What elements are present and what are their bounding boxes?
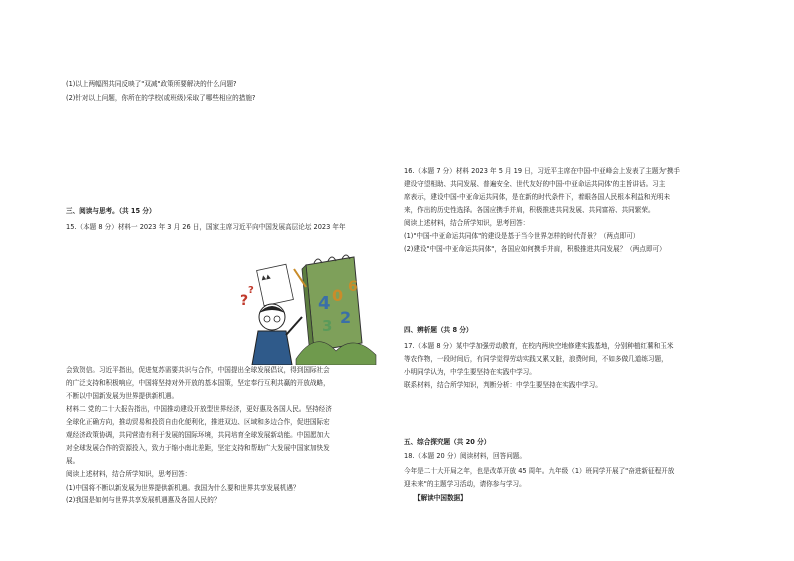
prev-question-2: (2)针对以上问题，你所在的学校(或班级)采取了哪些相应的措施?	[66, 94, 256, 102]
q16-sub-question-2: (2)建设"中国-中亚命运共同体"，各国应如何携手并肩，积极推进共同发展？（两点即可）	[404, 245, 666, 253]
q15-line: 全球化正确方向，推动贸易和投资自由化便利化，推进双边、区域和多边合作，促进国际宏	[66, 418, 330, 426]
q16-prompt: 阅读上述材料，结合所学知识，思考回答：	[404, 219, 530, 227]
q15-sub-question-1: (1)中国将不断以新发展为世界提供新机遇。我国为什么要和世界共享发展机遇？	[66, 484, 300, 492]
q15-intro: 15.（本题 8 分）材料一 2023 年 3 月 26 日，国家主席习近平向中国发展高层论坛 2023 年年	[66, 223, 346, 231]
svg-text:4: 4	[318, 293, 331, 314]
section-3-heading: 三、阅读与思考。（共 15 分）	[66, 207, 156, 215]
q15-prompt: 阅读上述材料，结合所学知识，思考回答：	[66, 470, 192, 478]
cartoon-illustration-icon	[236, 247, 384, 365]
q15-line: 展。	[66, 457, 80, 465]
q16-line: 建设守望相助、共同发展、普遍安全、世代友好的中国-中亚命运共同体'的主旨讲话。习主	[404, 180, 666, 188]
section-4-heading: 四、辨析题（共 8 分）	[404, 326, 473, 334]
svg-text:0: 0	[332, 286, 344, 305]
q15-line: 的广泛支持和积极响应，中国将坚持对外开放的基本国策，坚定奉行互利共赢的开放战略，	[66, 379, 330, 387]
q18-line: 18.（本题 20 分）阅读材料，回答问题。	[404, 452, 526, 460]
q16-line: 席表示，建设中国-中亚命运共同体，是在新的时代条件下，着眼各国人民根本利益和光明未	[404, 193, 671, 201]
q18-line: 今年是二十大开局之年，也是改革开放 45 周年。九年级（1）班同学开展了"奋进新征程开放	[404, 467, 675, 475]
q17-prompt: 联系材料，结合所学知识，判断分析：中学生要坚持在实践中学习。	[404, 381, 602, 389]
q15-sub-question-2: (2)我国是如何与世界共享发展机遇惠及各国人民的？	[66, 496, 221, 504]
q15-line: 对全球发展合作的资源投入，致力于缩小南北差距，坚定支持和帮助广大发展中国家加快发	[66, 444, 330, 452]
q17-line: 等农作物，一段时间后，有同学觉得劳动实践又累又脏，浪费时间，不如多做几道练习题，	[404, 355, 668, 363]
svg-text:?: ?	[240, 293, 249, 309]
q15-line: 观经济政策协调，共同营造有利于发展的国际环境，共同培育全球发展新动能。中国愿加大	[66, 431, 330, 439]
q15-line: 不断以中国新发展为世界提供新机遇。	[66, 392, 179, 400]
cartoon-drawing	[236, 247, 384, 365]
q18-line: 迎未来"的主题学习活动，请你参与学习。	[404, 480, 526, 488]
q15-line: 材料二 党的二十大报告指出，中国推动建设开放型世界经济，更好惠及各国人民。坚持经济	[66, 405, 332, 413]
q17-line: 17.（本题 8 分）某中学加强劳动教育，在校内两块空地修建实践基地，分别种植红薯和玉米	[404, 342, 674, 350]
q17-line: 小明同学认为，中学生要坚持在实践中学习。	[404, 368, 536, 376]
svg-text:?: ?	[248, 285, 254, 296]
q16-line: 来，作出的历史性选择。各国应携手并肩，积极推进共同发展、共同富裕、共同繁荣。	[404, 206, 655, 214]
section-5-heading: 五、综合探究题（共 20 分）	[404, 438, 491, 446]
q15-line: 会致贺信。习近平指出，促进复苏需要共识与合作，中国提出全球发展倡议，得到国际社会	[66, 366, 330, 374]
q16-sub-question-1: (1)"中国-中亚命运共同体"的建设是基于当今世界怎样的时代背景？（两点即可）	[404, 232, 640, 240]
prev-question-1: (1)以上两幅图共同反映了"双减"政策所要解决的什么问题?	[66, 80, 237, 88]
svg-text:6: 6	[348, 279, 358, 295]
q18-subheading: 【解读中国数据】	[414, 494, 467, 502]
svg-text:▲▲: ▲▲	[260, 272, 272, 282]
svg-text:3: 3	[322, 317, 333, 335]
svg-text:2: 2	[340, 308, 352, 327]
q16-line: 16.（本题 7 分）材料 2023 年 5 月 19 日，习近平主席在中国-中亚峰会上发表了主题为'携手	[404, 167, 681, 175]
